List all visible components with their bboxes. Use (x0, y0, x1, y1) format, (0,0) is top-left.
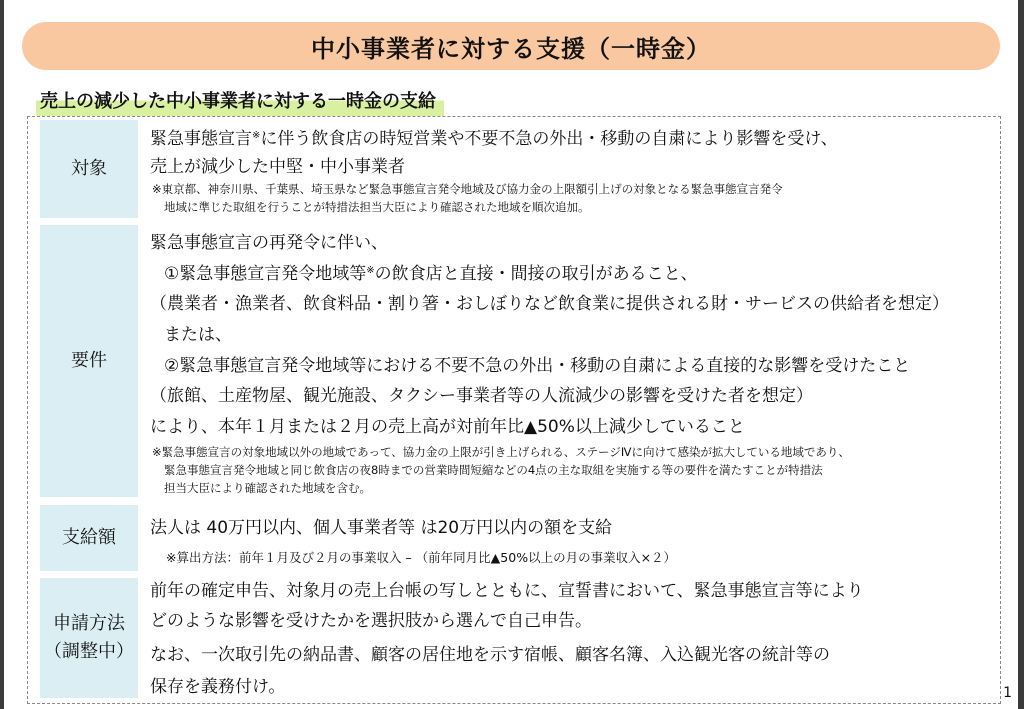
label-apply-1: 申請方法 (53, 613, 125, 634)
title-banner (22, 22, 1000, 70)
label-target: 対象 (40, 120, 138, 218)
target-line-1b: に伴う飲食店の時短営業や不要不急の外出・移動の自粛により影響を受け、 (260, 129, 838, 149)
label-apply (40, 578, 138, 698)
page-number: 1 (1003, 685, 1012, 701)
target-line-1 (150, 124, 838, 149)
footnote-mark: ※ (252, 130, 261, 141)
req-line-2 (164, 259, 698, 284)
page-title: 中小事業者に対する支援（一時金） (311, 34, 711, 63)
req-line-2a: ①緊急事態宣言発令地域等 (164, 264, 367, 284)
label-apply-2: （調整中） (44, 641, 134, 662)
req-line-2b: の飲食店と直接・間接の取引があること、 (374, 264, 698, 284)
target-note-1: ※東京都、神奈川県、千葉県、埼玉県など緊急事態宣言発令地域及び協力金の上限額引上げの対象となる緊急事態宣言発令 (152, 182, 783, 196)
section-subtitle: 売上の減少した中小事業者に対する一時金の支給 (36, 88, 444, 116)
req-line-7: により、本年１月または２月の売上高が対前年比▲50%以上減少していること (150, 417, 745, 437)
target-note-2: 地域に準じた取組を行うことが特措法担当大臣により確認された地域を順次追加。 (164, 200, 590, 214)
label-amount: 支給額 (40, 505, 138, 571)
req-line-5: ②緊急事態宣言発令地域等における不要不急の外出・移動の自粛による直接的な影響を受けたこと (164, 356, 911, 376)
apply-line-2: どのような影響を受けたかを選択肢から選んで自己申告。 (150, 611, 592, 631)
req-line-1: 緊急事態宣言の再発令に伴い、 (150, 233, 388, 253)
req-note-1: ※緊急事態宣言の対象地域以外の地域であって、協力金の上限が引き上げられる、ステージⅣに向けて感染が拡大している地域であり、 (152, 445, 850, 459)
req-note-3: 担当大臣により確認された地域を含む。 (164, 481, 371, 495)
req-line-6: （旅館、土産物屋、観光施設、タクシー事業者等の人流減少の影響を受けた者を想定） (150, 386, 813, 406)
document-page (4, 0, 1018, 709)
apply-line-4: 保存を義務付け。 (150, 677, 286, 697)
apply-line-1: 前年の確定申告、対象月の売上台帳の写しとともに、宣誓書において、緊急事態宣言等により (150, 581, 864, 601)
req-note-2: 緊急事態宣言発令地域と同じ飲食店の夜8時までの営業時間短縮などの4点の主な取組を実施する等の要件を満たすことが特措法 (164, 463, 823, 477)
target-line-2: 売上が減少した中堅・中小事業者 (150, 157, 405, 177)
label-requirements: 要件 (40, 225, 138, 497)
target-line-1a: 緊急事態宣言 (150, 129, 252, 149)
footnote-mark: ※ (366, 265, 375, 276)
req-line-4: または、 (164, 325, 232, 345)
amount-note-1: ※算出方法：前年１月及び２月の事業収入 – （前年同月比▲50%以上の月の事業収入×２） (166, 550, 677, 565)
amount-line-1: 法人は 40万円以内、個人事業者等 は20万円以内の額を支給 (150, 518, 613, 538)
req-line-3: （農業者・漁業者、飲食料品・割り箸・おしぼりなど飲食業に提供される財・サービスの供給者を想定） (150, 294, 949, 314)
apply-line-3: なお、一次取引先の納品書、顧客の居住地を示す宿帳、顧客名簿、入込観光客の統計等の (150, 645, 830, 665)
